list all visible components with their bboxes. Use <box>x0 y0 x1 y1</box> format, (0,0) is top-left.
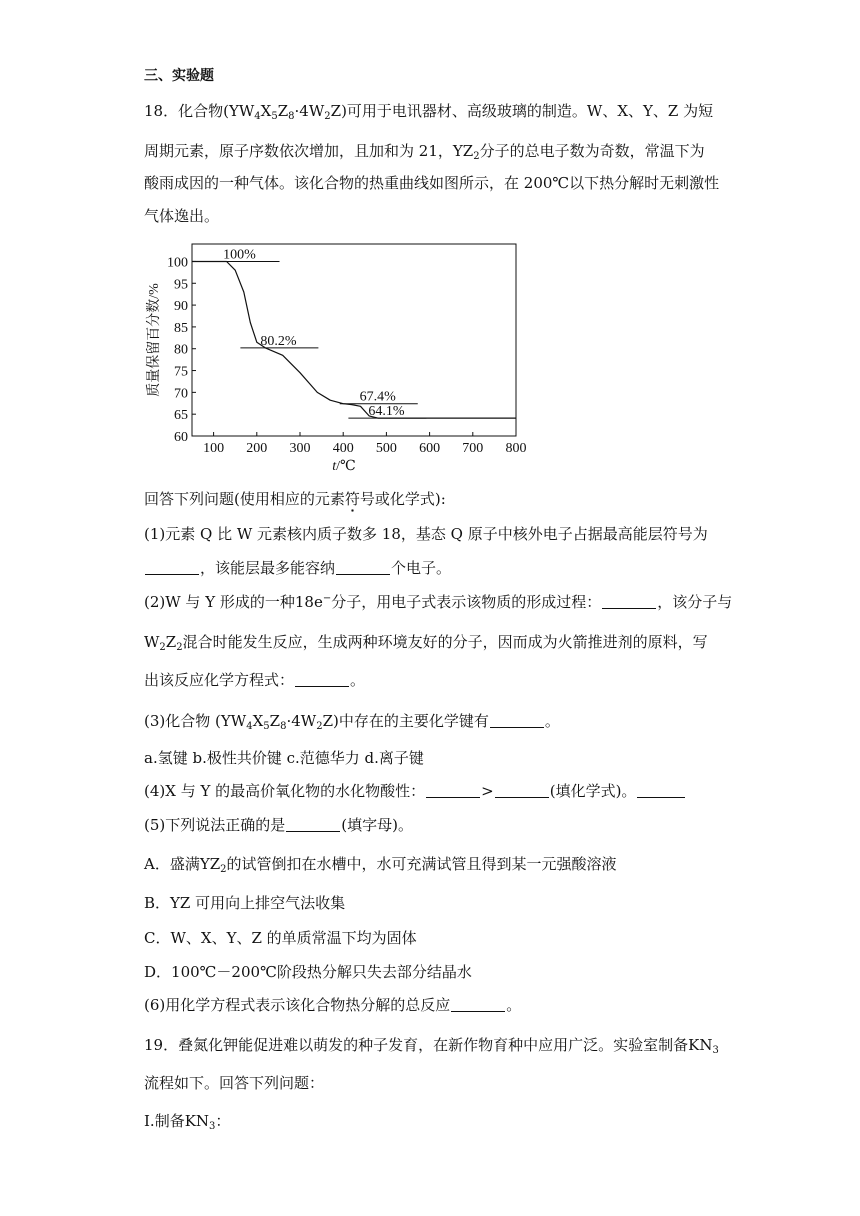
electron-count: 18e− <box>294 593 332 611</box>
y-tick-label: 80 <box>174 342 188 358</box>
q18-line-4: 气体逸出。 <box>144 207 220 225</box>
emphasis-dots-text: 相应的元素符号或化学式 <box>270 490 435 513</box>
q18-s2-line-3: 出该反应化学方程式： 。 <box>144 671 366 689</box>
answer-blank[interactable] <box>490 713 544 728</box>
answer-blank[interactable] <box>426 783 480 798</box>
thermogravimetric-chart <box>144 238 534 478</box>
x-tick-label: 700 <box>462 441 484 456</box>
y-tick-label: 60 <box>174 430 188 445</box>
q18-s3-line: (3)化合物 $(YW_4X_5Z_8\cdot 4W_2Z)$中存在的主要化学键有 。 <box>144 712 560 732</box>
option-c: C．W、X、Y、Z 的单质常温下均为固体 <box>144 929 417 947</box>
formula-yz2: $YZ_2$ <box>199 855 227 875</box>
answer-blank[interactable] <box>336 560 390 575</box>
q18-ask: 回答下列问题(使用相应的元素符号或化学式): <box>144 489 446 509</box>
formula-main: $YW_4X_5Z_8\cdot 4W_2Z$ <box>228 102 342 122</box>
x-tick-label: 500 <box>375 441 397 456</box>
q19-number: 19． <box>144 1036 179 1054</box>
formula-kn3: $KN_3$ <box>688 1036 719 1056</box>
q19-line-1: 19．叠氮化钾能促进难以萌发的种子发育，在新作物育种中应用广泛。实验室制备$KN_3$ <box>144 1036 719 1056</box>
data-label: 64.1% <box>368 404 405 420</box>
y-axis-label: 质量保留百分数/% <box>147 283 162 397</box>
y-tick-label: 65 <box>174 408 188 424</box>
q18-s1-line-2: ，该能层最多能容纳 个电子。 <box>144 558 451 578</box>
formula-w2z2: $W_2Z_2$ <box>144 633 183 653</box>
q18-number: 18． <box>144 102 179 120</box>
x-tick-label: 300 <box>289 441 311 456</box>
q19-line-2: 流程如下。回答下列问题： <box>144 1074 325 1092</box>
formula-main: $YW_4X_5Z_8\cdot 4W_2Z$ <box>220 712 333 732</box>
option-a: A．盛满$YZ_2$的试管倒扣在水槽中，水可充满试管且得到某一元强酸溶液 <box>144 855 617 875</box>
data-label: 100% <box>223 247 256 263</box>
answer-blank[interactable] <box>637 783 685 798</box>
q19-sub-a: I.制备$KN_3$： <box>144 1112 231 1132</box>
x-tick-label: 200 <box>246 441 268 456</box>
answer-blank[interactable] <box>602 594 656 609</box>
x-axis-label: t/℃ <box>332 459 356 474</box>
x-tick-label: 800 <box>505 441 527 456</box>
x-tick-label: 400 <box>332 441 354 456</box>
q18-s6-line: (6)用化学方程式表示该化合物热分解的总反应 。 <box>144 996 522 1014</box>
answer-blank[interactable] <box>145 560 199 575</box>
q18-s4-line: (4)X 与 Y 的最高价氧化物的水化物酸性： > (填化学式)。 <box>144 781 686 801</box>
y-tick-label: 100 <box>167 255 188 271</box>
plot-frame <box>192 244 516 436</box>
y-tick-label: 85 <box>174 320 188 336</box>
answer-blank[interactable] <box>451 997 505 1012</box>
answer-blank[interactable] <box>295 672 349 687</box>
x-tick-label: 100 <box>203 441 225 456</box>
data-label: 67.4% <box>359 389 396 405</box>
q18-line-2: 周期元素，原子序数依次增加，且加和为 21，$YZ_2$分子的总电子数为奇数，常温下为 <box>144 142 705 162</box>
y-tick-label: 90 <box>174 299 188 315</box>
q18-s3-options: a.氢键 b.极性共价键 c.范德华力 d.离子键 <box>144 749 424 767</box>
y-tick-label: 70 <box>174 386 188 402</box>
section-title: 三、实验题 <box>144 68 214 84</box>
mass-curve <box>192 262 516 419</box>
q18-line-3: 酸雨成因的一种气体。该化合物的热重曲线如图所示，在 200℃以下热分解时无刺激性 <box>144 174 720 192</box>
y-tick-label: 75 <box>174 364 188 380</box>
formula-yz2: $YZ_2$ <box>452 142 480 162</box>
q18-line-1: 18．化合物$(YW_4X_5Z_8\cdot 4W_2Z)$可用于电讯器材、高级玻璃的制造。W、X、Y、Z 为短 <box>144 102 714 122</box>
q18-s2-line-1: (2)W 与 Y 形成的一种18e−分子，用电子式表示该物质的形成过程： ，该分子与 <box>144 593 733 611</box>
data-label: 80.2% <box>260 333 297 349</box>
option-d: D．100℃－200℃阶段热分解只失去部分结晶水 <box>144 963 472 981</box>
option-b: B．YZ 可用向上排空气法收集 <box>144 894 346 912</box>
formula-kn3: $KN_3$ <box>184 1112 216 1132</box>
q18-s2-line-2: $W_2Z_2$混合时能发生反应，生成两种环境友好的分子，因而成为火箭推进剂的原料，写 <box>144 633 708 653</box>
x-tick-label: 600 <box>419 441 441 456</box>
q18-s1-line-1: (1)元素 Q 比 W 元素核内质子数多 18，基态 Q 原子中核外电子占据最高能层符号为 <box>144 525 708 543</box>
answer-blank[interactable] <box>286 817 340 832</box>
q18-s5-line: (5)下列说法正确的是 (填字母)。 <box>144 816 413 834</box>
y-tick-label: 95 <box>174 277 188 293</box>
answer-blank[interactable] <box>495 783 549 798</box>
